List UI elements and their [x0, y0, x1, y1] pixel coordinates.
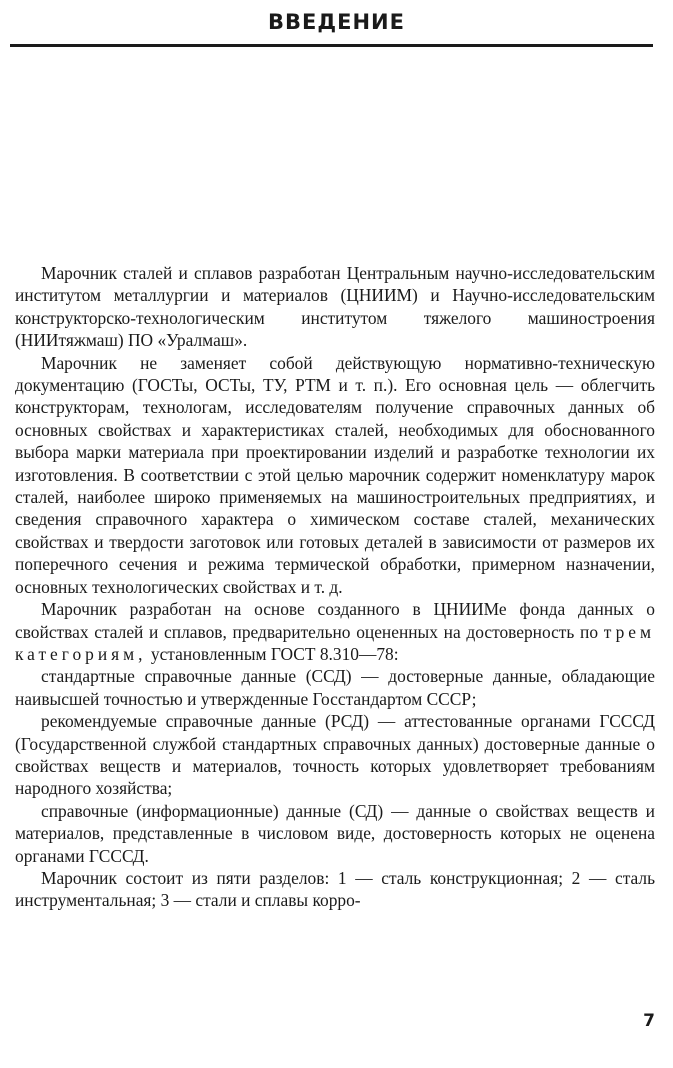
paragraph-purpose: Марочник не заменяет собой действующую нормативно-техническую документацию (ГОСТы, ОСТы, ТУ, РТМ и т. п.). Его основная цель — облегчить конструкторам, технологам, исследователям получение справочных данных об основных свойствах и характеристиках сталей, необходимых для обоснованного выбора марки материала при проектировании изделий и разработке технологии их изготовления. В соответствии с этой целью марочник содержит номенклатуру марок сталей, наиболее широко применяемых на машиностроительных предприятиях, и сведения справочного характера о химическом составе сталей, механических свойствах и твердости заготовок или готовых деталей в зависимости от размеров их поперечного сечения и режима термической обработки, примерном назначении, основных технологических свойствах и т. д. [15, 352, 655, 597]
paragraph-authors: Марочник сталей и сплавов разработан Центральным научно-исследовательским институтом металлургии и материалов (ЦНИИМ) и Научно-исследовательским конструкторско-технологическим институтом тяжелого машиностроения (НИИтяжмаш) ПО «Уралмаш». [15, 263, 655, 351]
page-title: ВВЕДЕНИЕ [268, 10, 405, 34]
paragraph-ssd: стандартные справочные данные (ССД) — достоверные данные, обладающие наивысшей точностью и утвержденные Госстандартом СССР; [15, 666, 655, 709]
title-rule [10, 44, 653, 47]
paragraph-data-source-start: Марочник разработан на основе созданного в ЦНИИМе фонда данных о свойствах сталей и сплавов, предварительно оцененных на достоверность по [15, 599, 655, 642]
emphasized-categories: трем категориям, [15, 621, 656, 664]
paragraph-data-source-end: установленным ГОСТ 8.310—78: [150, 643, 399, 664]
paragraph-data-source [15, 598, 655, 665]
body-text [15, 262, 655, 912]
paragraph-sd: справочные (информационные) данные (СД) — данные о свойствах веществ и материалов, представленные в числовом виде, достоверность которых не оценена органами ГСССД. [15, 800, 655, 866]
paragraph-sections: Марочник состоит из пяти разделов: 1 — сталь конструкционная; 2 — сталь инструментальная; 3 — стали и сплавы корро- [15, 867, 655, 911]
paragraph-rsd: рекомендуемые справочные данные (РСД) — аттестованные органами ГСССД (Государственной службой стандартных справочных данных) достоверные данные о свойствах веществ и материалов, точность которых удовлетворяет требованиям народного хозяйства; [15, 711, 655, 799]
page-number: 7 [643, 1011, 655, 1031]
